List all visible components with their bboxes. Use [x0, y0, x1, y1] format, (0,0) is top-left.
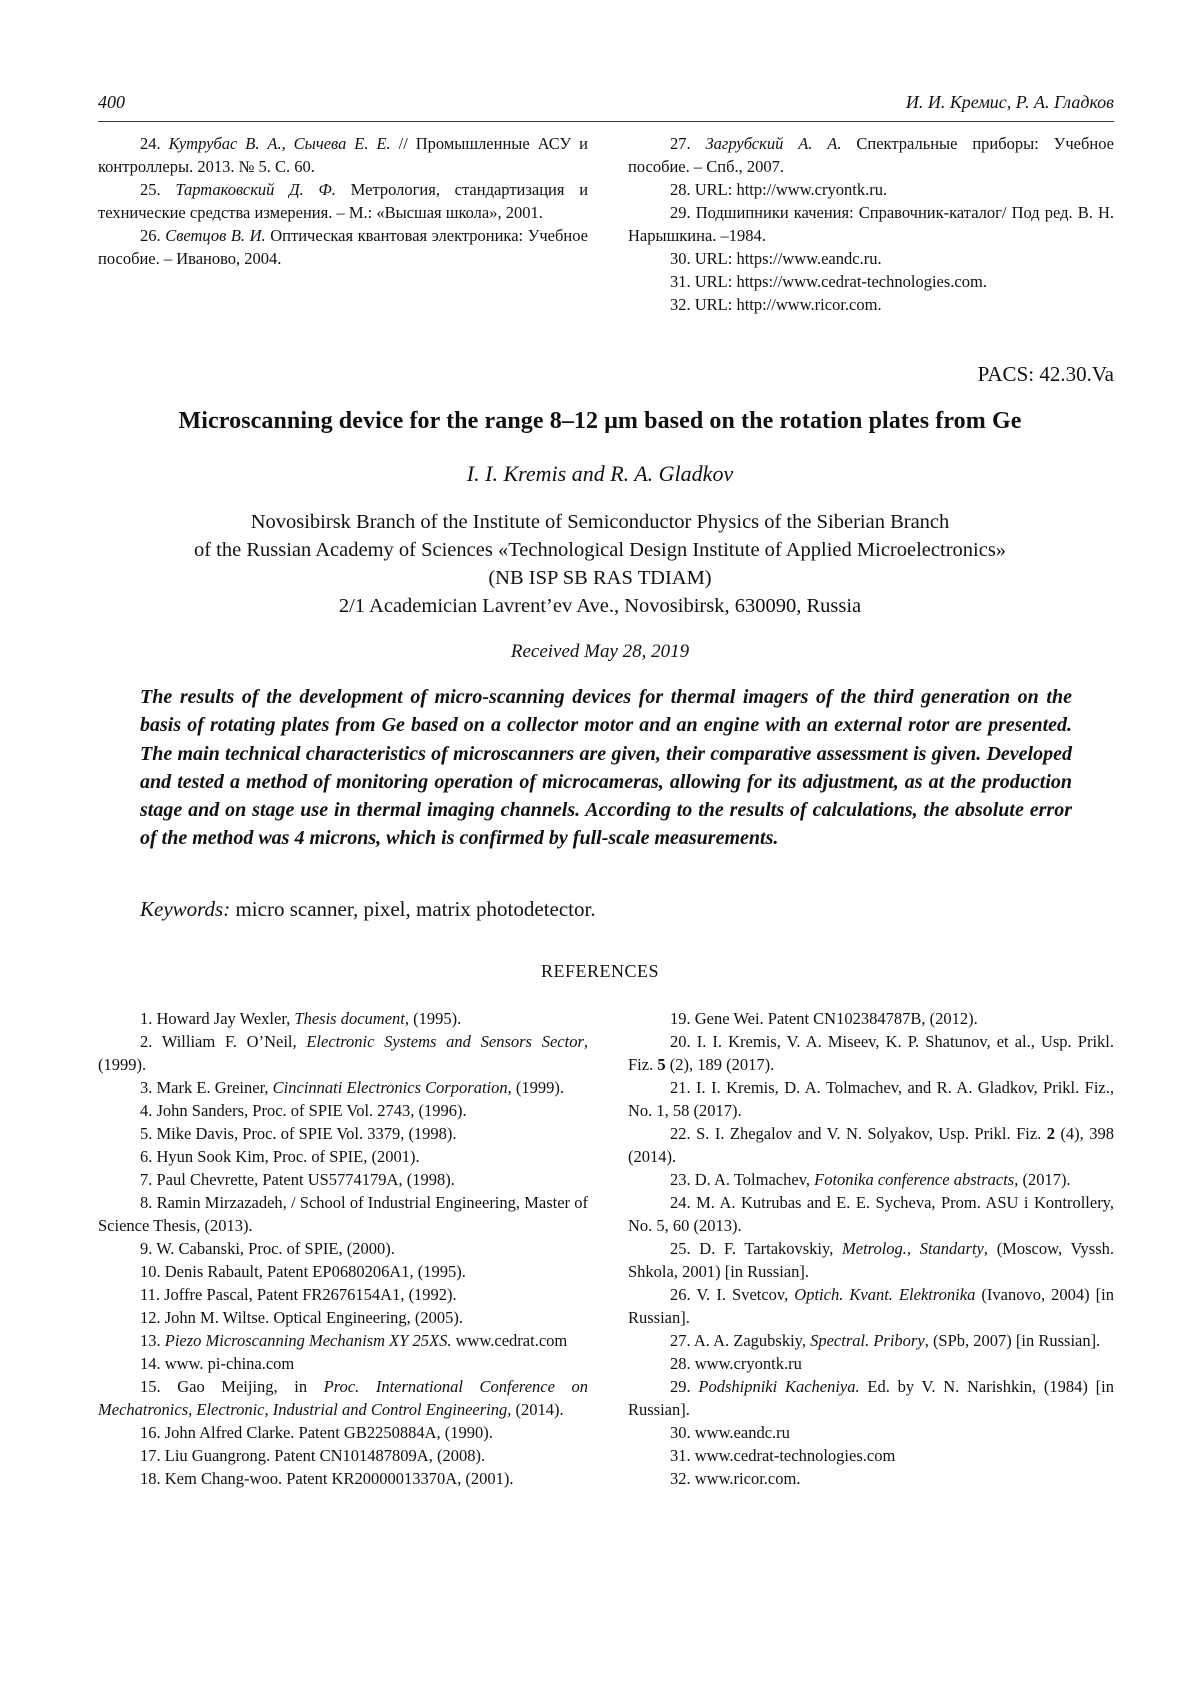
- reference-item: 22. S. I. Zhegalov and V. N. Solyakov, Usp. Prikl. Fiz. 2 (4), 398 (2014).: [628, 1122, 1114, 1168]
- article-title: Microscanning device for the range 8–12 μm based on the rotation plates from Ge: [0, 408, 1200, 435]
- reference-item: 27. A. A. Zagubskiy, Spectral. Pribory, (SPb, 2007) [in Russian].: [628, 1329, 1114, 1352]
- references-right-column: [628, 1007, 1114, 1490]
- reference-item: 27. Загрубский А. А. Спектральные приборы: Учебное пособие. – Спб., 2007.: [628, 132, 1114, 178]
- reference-item: 30. URL: https://www.eandc.ru.: [628, 247, 1114, 270]
- journal-page: [0, 0, 1200, 1698]
- reference-item: 14. www. pi-china.com: [98, 1352, 588, 1375]
- affiliation: [0, 508, 1200, 620]
- pacs-code: PACS: 42.30.Va: [978, 362, 1114, 387]
- affiliation-line: Novosibirsk Branch of the Institute of Semiconductor Physics of the Siberian Branch: [0, 508, 1200, 536]
- keywords-label: Keywords:: [140, 897, 230, 921]
- reference-item: 32. URL: http://www.ricor.com.: [628, 293, 1114, 316]
- reference-item: 21. I. I. Kremis, D. A. Tolmachev, and R. A. Gladkov, Prikl. Fiz., No. 1, 58 (2017).: [628, 1076, 1114, 1122]
- reference-item: 9. W. Cabanski, Proc. of SPIE, (2000).: [98, 1237, 588, 1260]
- reference-item: 28. URL: http://www.cryontk.ru.: [628, 178, 1114, 201]
- reference-item: 18. Kem Chang-woo. Patent KR20000013370A, (2001).: [98, 1467, 588, 1490]
- keywords: [140, 897, 1072, 922]
- reference-item: 1. Howard Jay Wexler, Thesis document, (1995).: [98, 1007, 588, 1030]
- reference-item: 12. John M. Wiltse. Optical Engineering, (2005).: [98, 1306, 588, 1329]
- article-authors: I. I. Kremis and R. A. Gladkov: [0, 461, 1200, 487]
- running-title: И. И. Кремис, Р. А. Гладков: [906, 92, 1114, 113]
- running-header: [98, 92, 1114, 122]
- reference-item: 17. Liu Guangrong. Patent CN101487809A, (2008).: [98, 1444, 588, 1467]
- affiliation-line: (NB ISP SB RAS TDIAM): [0, 564, 1200, 592]
- references-heading: REFERENCES: [0, 961, 1200, 982]
- reference-item: 31. URL: https://www.cedrat-technologies.com.: [628, 270, 1114, 293]
- previous-article-references-right: [628, 132, 1114, 316]
- reference-item: 10. Denis Rabault, Patent EP0680206A1, (1995).: [98, 1260, 588, 1283]
- reference-item: 2. William F. O’Neil, Electronic Systems and Sensors Sector, (1999).: [98, 1030, 588, 1076]
- keywords-text: micro scanner, pixel, matrix photodetector.: [230, 897, 595, 921]
- reference-item: 32. www.ricor.com.: [628, 1467, 1114, 1490]
- reference-item: 28. www.cryontk.ru: [628, 1352, 1114, 1375]
- reference-item: 7. Paul Chevrette, Patent US5774179A, (1998).: [98, 1168, 588, 1191]
- page-number: 400: [98, 92, 125, 113]
- reference-item: 8. Ramin Mirzazadeh, / School of Industrial Engineering, Master of Science Thesis, (2013).: [98, 1191, 588, 1237]
- reference-item: 11. Joffre Pascal, Patent FR2676154A1, (1992).: [98, 1283, 588, 1306]
- reference-item: 25. Тартаковский Д. Ф. Метрология, стандартизация и технические средства измерения. – М.: «Высшая школа», 2001.: [98, 178, 588, 224]
- reference-item: 5. Mike Davis, Proc. of SPIE Vol. 3379, (1998).: [98, 1122, 588, 1145]
- reference-item: 6. Hyun Sook Kim, Proc. of SPIE, (2001).: [98, 1145, 588, 1168]
- reference-item: 20. I. I. Kremis, V. A. Miseev, K. P. Shatunov, et al., Usp. Prikl. Fiz. 5 (2), 189 (2017).: [628, 1030, 1114, 1076]
- reference-item: 26. V. I. Svetcov, Optich. Kvant. Elektronika (Ivanovo, 2004) [in Russian].: [628, 1283, 1114, 1329]
- reference-item: 30. www.eandc.ru: [628, 1421, 1114, 1444]
- reference-item: 25. D. F. Tartakovskiy, Metrolog., Standarty, (Moscow, Vyssh. Shkola, 2001) [in Russian].: [628, 1237, 1114, 1283]
- reference-item: 15. Gao Meijing, in Proc. International Conference on Mechatronics, Electronic, Industrial and Control Engineering, (2014).: [98, 1375, 588, 1421]
- reference-item: 3. Mark E. Greiner, Cincinnati Electronics Corporation, (1999).: [98, 1076, 588, 1099]
- reference-item: 26. Светцов В. И. Оптическая квантовая электроника: Учебное пособие. – Иваново, 2004.: [98, 224, 588, 270]
- reference-item: 16. John Alfred Clarke. Patent GB2250884A, (1990).: [98, 1421, 588, 1444]
- reference-item: 4. John Sanders, Proc. of SPIE Vol. 2743, (1996).: [98, 1099, 588, 1122]
- reference-item: 23. D. A. Tolmachev, Fotonika conference abstracts, (2017).: [628, 1168, 1114, 1191]
- reference-item: 31. www.cedrat-technologies.com: [628, 1444, 1114, 1467]
- reference-item: 24. Кутрубас В. А., Сычева Е. Е. // Промышленные АСУ и контроллеры. 2013. № 5. С. 60.: [98, 132, 588, 178]
- reference-item: 13. Piezo Microscanning Mechanism XY 25XS. www.cedrat.com: [98, 1329, 588, 1352]
- affiliation-line: of the Russian Academy of Sciences «Technological Design Institute of Applied Microelectronics»: [0, 536, 1200, 564]
- reference-item: 19. Gene Wei. Patent CN102384787B, (2012).: [628, 1007, 1114, 1030]
- references-left-column: [98, 1007, 588, 1490]
- reference-item: 29. Podshipniki Kacheniya. Ed. by V. N. Narishkin, (1984) [in Russian].: [628, 1375, 1114, 1421]
- abstract: The results of the development of micro-scanning devices for thermal imagers of the third generation on the basis of rotating plates from Ge based on a collector motor and an engine with an external rotor are presented. The main technical characteristics of microscanners are given, their comparative assessment is given. Developed and tested a method of monitoring operation of microcameras, allowing for its adjustment, as at the production stage and on stage use in thermal imaging channels. According to the results of calculations, the absolute error of the method was 4 microns, which is confirmed by full-scale measurements.: [140, 683, 1072, 853]
- reference-item: 29. Подшипники качения: Справочник-каталог/ Под ред. В. Н. Нарышкина. –1984.: [628, 201, 1114, 247]
- affiliation-line: 2/1 Academician Lavrent’ev Ave., Novosibirsk, 630090, Russia: [0, 592, 1200, 620]
- reference-item: 24. M. A. Kutrubas and E. E. Sycheva, Prom. ASU i Kontrollery, No. 5, 60 (2013).: [628, 1191, 1114, 1237]
- received-date: Received May 28, 2019: [0, 641, 1200, 663]
- previous-article-references-left: [98, 132, 588, 270]
